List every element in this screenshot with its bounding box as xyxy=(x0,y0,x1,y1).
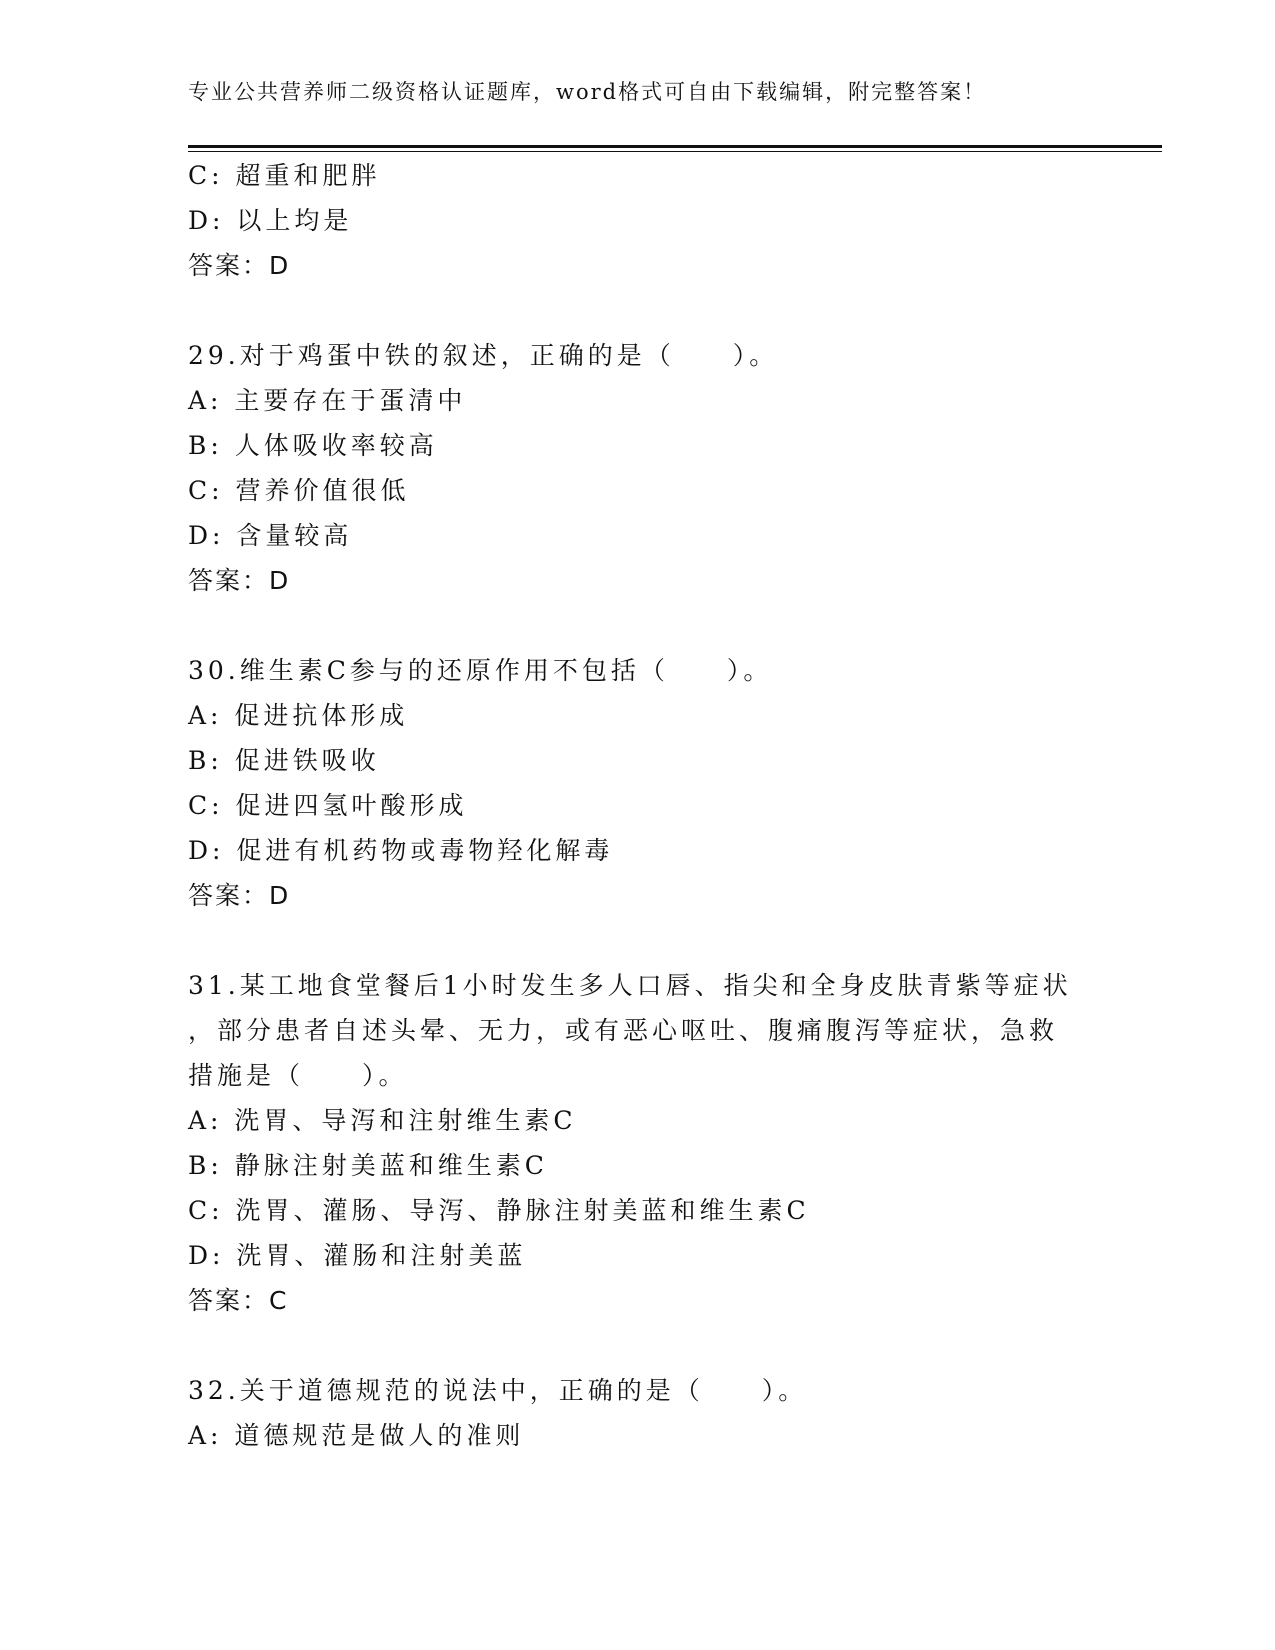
answer-line: 答案：D xyxy=(188,881,291,910)
option-line: D: 洗胃、灌肠和注射美蓝 xyxy=(188,1241,527,1270)
page-header: 专业公共营养师二级资格认证题库，word格式可自由下载编辑，附完整答案！ xyxy=(188,80,987,104)
header-rule-thin xyxy=(188,151,1162,152)
option-line: A: 道德规范是做人的准则 xyxy=(188,1421,525,1450)
option-line: B: 静脉注射美蓝和维生素C xyxy=(188,1151,548,1180)
option-line: B: 促进铁吸收 xyxy=(188,746,380,775)
option-line: A: 主要存在于蛋清中 xyxy=(188,386,467,415)
answer-line: 答案：C xyxy=(188,1286,289,1315)
question-line: 30.维生素C参与的还原作用不包括（ ）。 xyxy=(188,656,773,685)
option-line: A: 洗胃、导泻和注射维生素C xyxy=(188,1106,577,1135)
option-line: C: 营养价值很低 xyxy=(188,476,410,505)
header-rule-thick xyxy=(188,145,1162,148)
question-line: 32.关于道德规范的说法中，正确的是（ ）。 xyxy=(188,1376,808,1405)
question-line: 措施是（ ）。 xyxy=(188,1061,408,1090)
option-line: C: 洗胃、灌肠、导泻、静脉注射美蓝和维生素C xyxy=(188,1196,810,1225)
option-line: D: 含量较高 xyxy=(188,521,353,550)
question-line: ，部分患者自述头晕、无力，或有恶心呕吐、腹痛腹泻等症状，急救 xyxy=(188,1016,1059,1045)
option-line: D: 以上均是 xyxy=(188,206,353,235)
answer-line: 答案：D xyxy=(188,251,291,280)
option-line: D: 促进有机药物或毒物羟化解毒 xyxy=(188,836,614,865)
option-line: A: 促进抗体形成 xyxy=(188,701,409,730)
option-line: B: 人体吸收率较高 xyxy=(188,431,438,460)
answer-line: 答案：D xyxy=(188,566,291,595)
option-line: C: 超重和肥胖 xyxy=(188,161,381,190)
question-line: 31.某工地食堂餐后1小时发生多人口唇、指尖和全身皮肤青紫等症状 xyxy=(188,971,1072,1000)
option-line: C: 促进四氢叶酸形成 xyxy=(188,791,468,820)
question-line: 29.对于鸡蛋中铁的叙述，正确的是（ ）。 xyxy=(188,341,779,370)
